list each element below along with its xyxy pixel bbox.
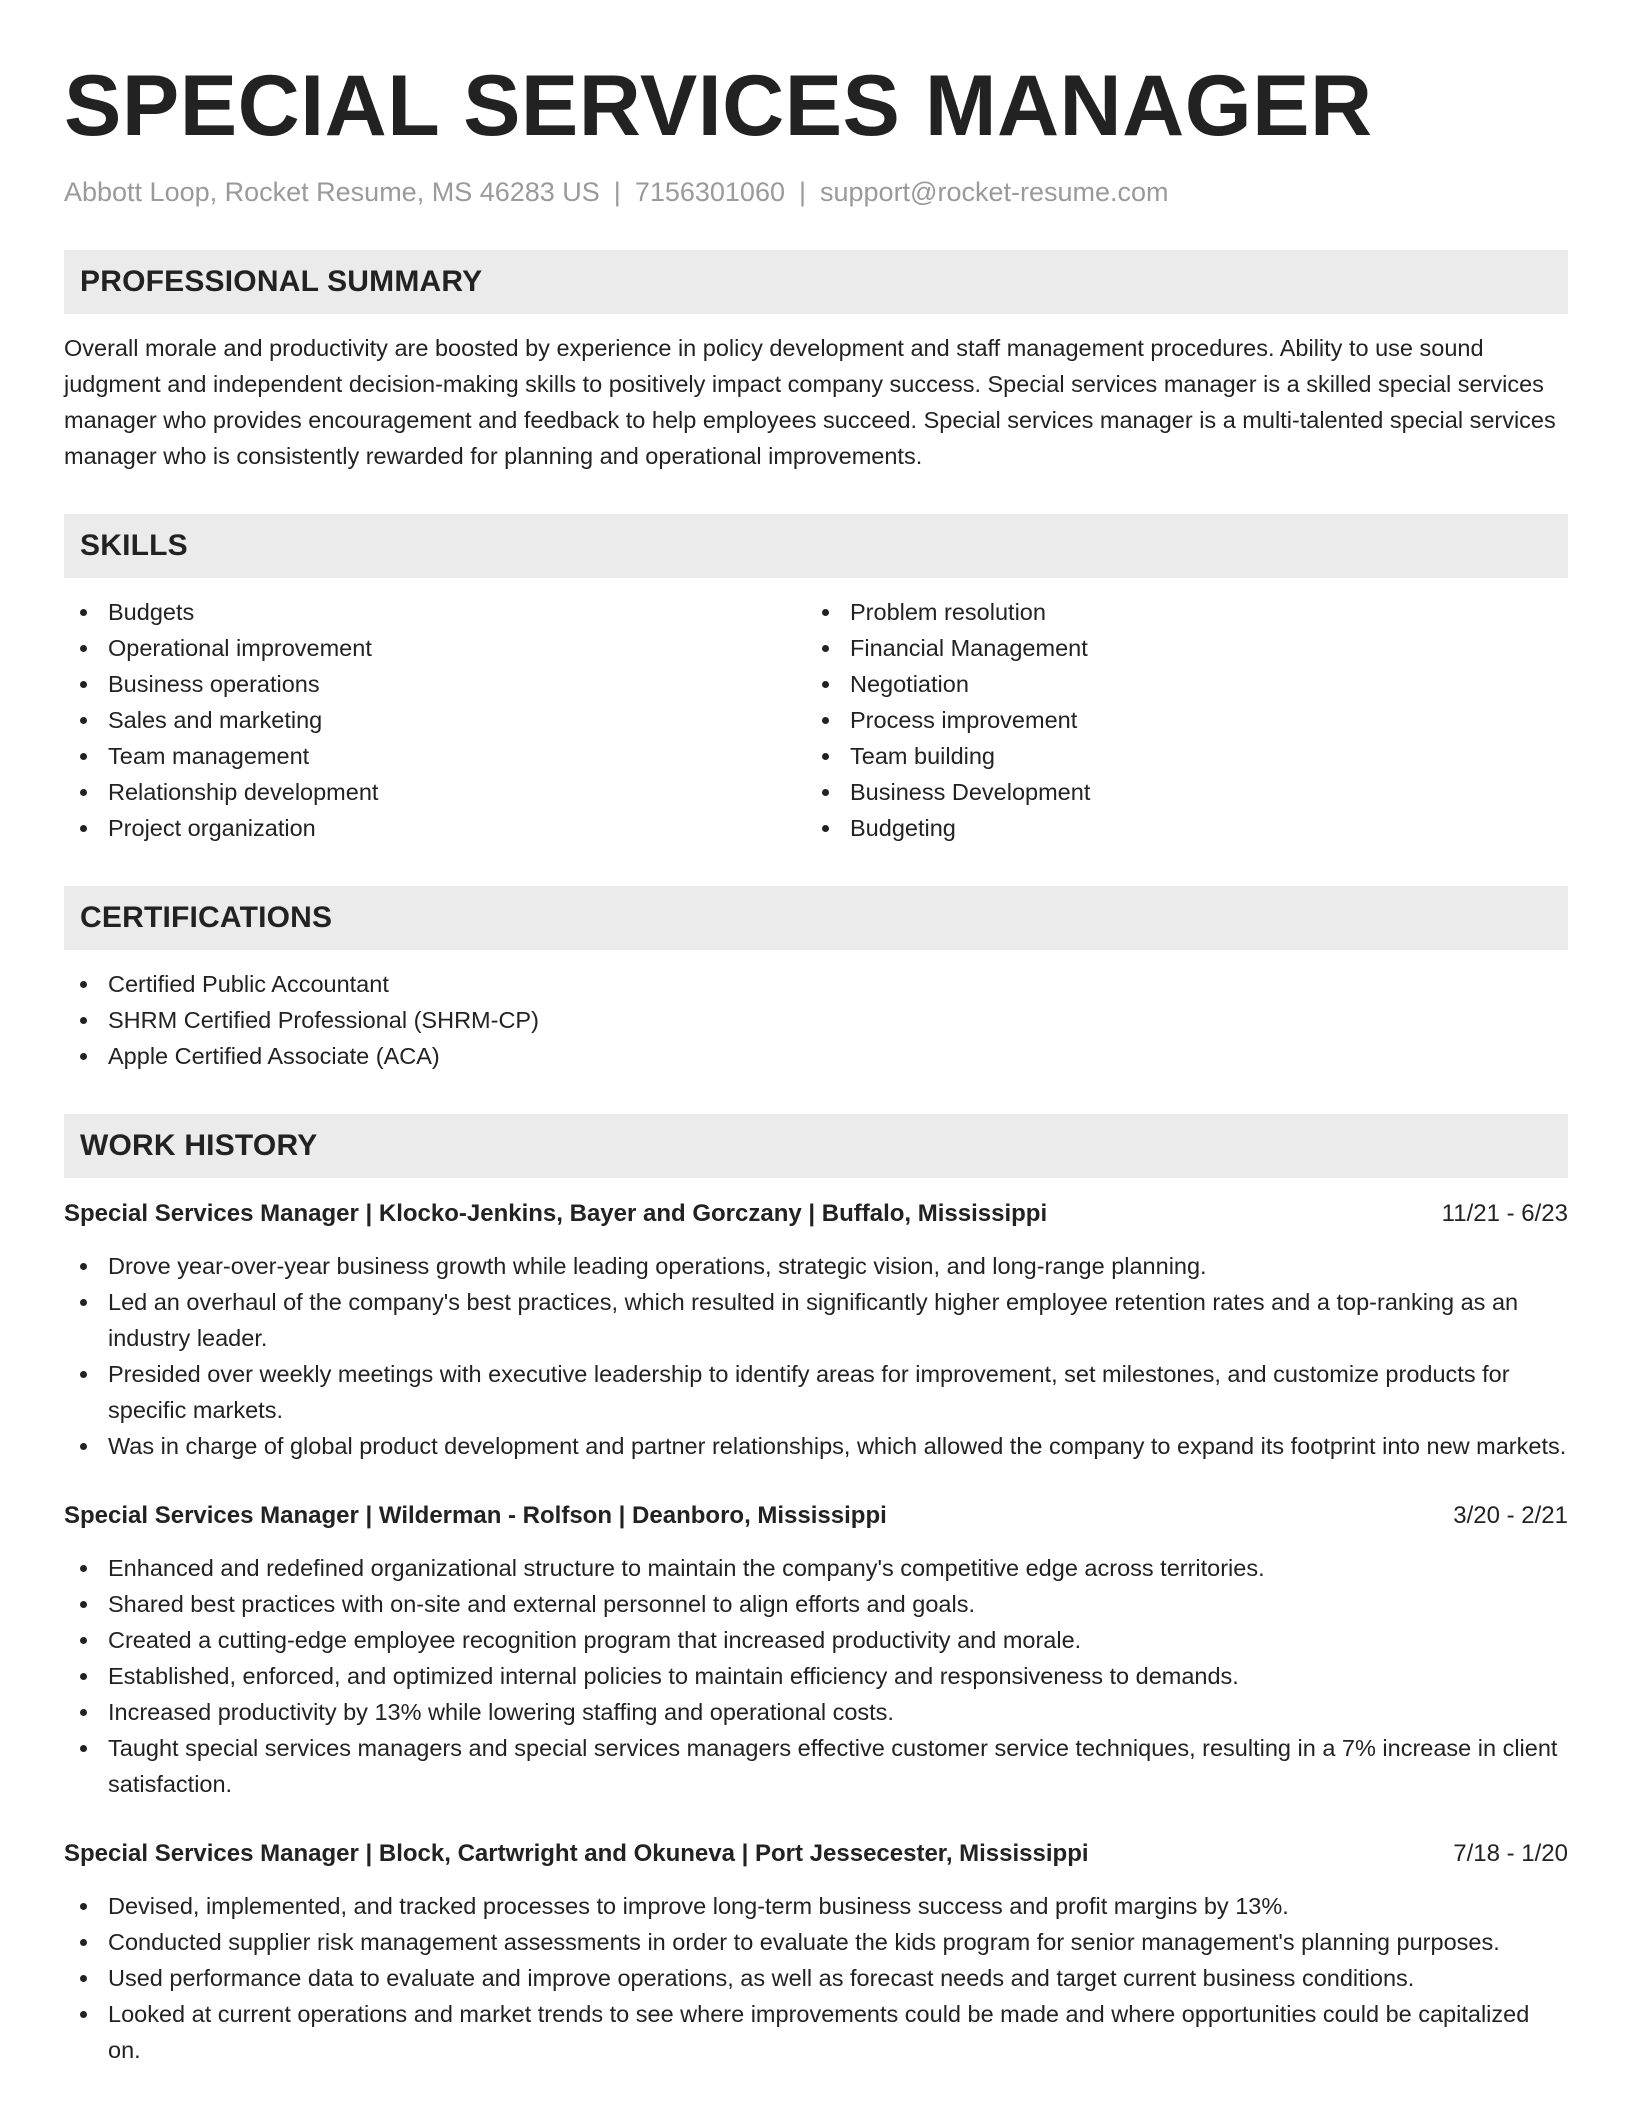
skill-item: Problem resolution xyxy=(806,594,1548,630)
skill-item: Project organization xyxy=(64,810,806,846)
job-bullet: Taught special services managers and special services managers effective customer service techniques, resulting in a 7% increase in client satisfaction. xyxy=(64,1730,1568,1802)
skills-list-left xyxy=(64,594,806,846)
job-title: Special Services Manager | Klocko-Jenkins, Bayer and Gorczany | Buffalo, Mississippi xyxy=(64,1200,1048,1227)
skill-item: Budgets xyxy=(64,594,806,630)
skill-item: Relationship development xyxy=(64,774,806,810)
skill-item: Operational improvement xyxy=(64,630,806,666)
job-bullet: Looked at current operations and market trends to see where improvements could be made and where opportunities could be capitalized on. xyxy=(64,1996,1568,2068)
job-bullet: Drove year-over-year business growth while leading operations, strategic vision, and long-range planning. xyxy=(64,1248,1568,1284)
work-history-heading: WORK HISTORY xyxy=(80,1129,318,1162)
summary-text: Overall morale and productivity are boosted by experience in policy development and staff management procedures. Ability to use sound judgment and independent decision-making skills to positively impact company success. Special services manager is a skilled special services manager who provides encouragement and feedback to help employees succeed. Special services manager is a multi-talented special services manager who is consistently rewarded for planning and operational improvements. xyxy=(64,335,1556,469)
skills-grid xyxy=(64,594,1568,846)
job-bullet: Conducted supplier risk management assessments in order to evaluate the kids program for senior management's planning purposes. xyxy=(64,1924,1568,1960)
resume-name: SPECIAL SERVICES MANAGER xyxy=(64,58,1373,154)
skill-item: Business Development xyxy=(806,774,1548,810)
job-bullet: Devised, implemented, and tracked processes to improve long-term business success and profit margins by 13%. xyxy=(64,1888,1568,1924)
skill-item: Team building xyxy=(806,738,1548,774)
job-bullet: Established, enforced, and optimized internal policies to maintain efficiency and responsiveness to demands. xyxy=(64,1658,1568,1694)
skills-list-right xyxy=(806,594,1548,846)
job-entry xyxy=(64,1836,1568,2068)
certification-item: Certified Public Accountant xyxy=(64,966,1568,1002)
contact-address: Abbott Loop, Rocket Resume, MS 46283 US xyxy=(64,177,600,207)
contact-separator: | xyxy=(613,177,621,207)
skill-item: Team management xyxy=(64,738,806,774)
summary-section-header xyxy=(64,250,1568,314)
job-bullet: Presided over weekly meetings with executive leadership to identify areas for improvement, set milestones, and customize products for specific markets. xyxy=(64,1356,1568,1428)
job-dates: 11/21 - 6/23 xyxy=(1441,1200,1568,1227)
contact-separator: | xyxy=(798,177,806,207)
job-bullets xyxy=(64,1248,1568,1464)
certifications-list xyxy=(64,966,1568,1074)
job-bullet: Led an overhaul of the company's best practices, which resulted in significantly higher employee retention rates and a top-ranking as an industry leader. xyxy=(64,1284,1568,1356)
job-header xyxy=(64,1498,1568,1534)
job-entry xyxy=(64,1196,1568,1464)
certifications-section-header xyxy=(64,886,1568,950)
job-bullet: Increased productivity by 13% while lowering staffing and operational costs. xyxy=(64,1694,1568,1730)
skill-item: Budgeting xyxy=(806,810,1548,846)
skill-item: Business operations xyxy=(64,666,806,702)
job-header xyxy=(64,1196,1568,1232)
contact-line xyxy=(64,174,1568,210)
work-history-section-header xyxy=(64,1114,1568,1178)
certification-item: SHRM Certified Professional (SHRM-CP) xyxy=(64,1002,1568,1038)
job-bullet: Was in charge of global product development and partner relationships, which allowed the company to expand its footprint into new markets. xyxy=(64,1428,1568,1464)
job-bullets xyxy=(64,1888,1568,2068)
job-entry xyxy=(64,1498,1568,1802)
job-header xyxy=(64,1836,1568,1872)
job-dates: 7/18 - 1/20 xyxy=(1453,1840,1568,1867)
skill-item: Sales and marketing xyxy=(64,702,806,738)
skill-item: Process improvement xyxy=(806,702,1548,738)
skill-item: Negotiation xyxy=(806,666,1548,702)
job-bullet: Shared best practices with on-site and external personnel to align efforts and goals. xyxy=(64,1586,1568,1622)
skill-item: Financial Management xyxy=(806,630,1548,666)
job-bullet: Used performance data to evaluate and improve operations, as well as forecast needs and target current business conditions. xyxy=(64,1960,1568,1996)
job-title: Special Services Manager | Wilderman - Rolfson | Deanboro, Mississippi xyxy=(64,1502,887,1529)
summary-heading: PROFESSIONAL SUMMARY xyxy=(80,265,483,298)
certification-item: Apple Certified Associate (ACA) xyxy=(64,1038,1568,1074)
skills-heading: SKILLS xyxy=(80,529,188,562)
contact-phone: 7156301060 xyxy=(634,177,785,207)
job-bullet: Created a cutting-edge employee recognition program that increased productivity and morale. xyxy=(64,1622,1568,1658)
skills-section-header xyxy=(64,514,1568,578)
job-dates: 3/20 - 2/21 xyxy=(1453,1502,1568,1529)
job-bullet: Enhanced and redefined organizational structure to maintain the company's competitive edge across territories. xyxy=(64,1550,1568,1586)
job-title: Special Services Manager | Block, Cartwright and Okuneva | Port Jessecester, Mississippi xyxy=(64,1840,1089,1867)
job-bullets xyxy=(64,1550,1568,1802)
contact-email: support@rocket-resume.com xyxy=(820,177,1169,207)
certifications-heading: CERTIFICATIONS xyxy=(80,901,333,934)
